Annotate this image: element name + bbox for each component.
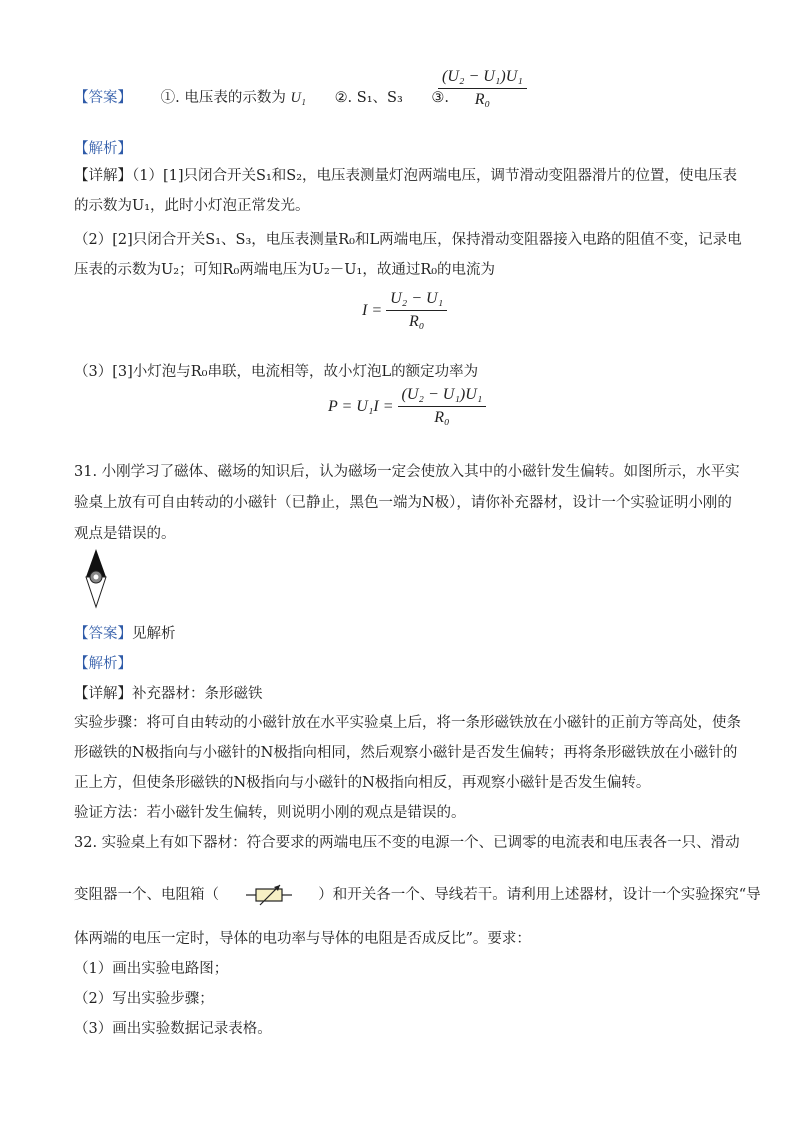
formula-power-numerator: (U₂ − U₁)U₁ xyxy=(398,386,487,407)
formula-power-lhs: P = U₁I = xyxy=(328,397,394,415)
question-31-line-3: 观点是错误的。 xyxy=(74,526,176,542)
answer-3-numerator: (U₂ − U₁)U₁ xyxy=(438,68,527,89)
question-32-line-2b: ）和开关各一个、导线若干。请利用上述器材，设计一个实验探究“导 xyxy=(318,887,761,903)
answer-line-30 xyxy=(74,86,449,107)
detail-text: 补充器材：条形磁铁 xyxy=(132,686,263,702)
answer-2: ②. S₁、S₃ xyxy=(334,90,403,106)
detail-30-line-5: （3）[3]小灯泡与R₀串联，电流相等，故小灯泡L的额定功率为 xyxy=(74,364,479,380)
formula-power xyxy=(328,386,486,427)
detail-31-line-2: 实验步骤：将可自由转动的小磁针放在水平实验桌上后，将一条形磁铁放在小磁针的正前方等高处，使条 xyxy=(74,715,741,731)
question-31-line-1: 31. 小刚学习了磁体、磁场的知识后，认为磁场一定会使放入其中的小磁针发生偏转。如图所示，水平实 xyxy=(74,464,740,480)
formula-current-numerator: U₂ − U₁ xyxy=(386,290,447,311)
detail-tag: 【详解】 xyxy=(74,168,132,184)
answer-tag: 【答案】 xyxy=(74,90,132,106)
formula-power-denominator: R₀ xyxy=(434,409,450,426)
analysis-tag-31: 【解析】 xyxy=(74,656,132,672)
detail-31-line-3: 形磁铁的N极指向与小磁针的N极指向相同，然后观察小磁针是否发生偏转；再将条形磁铁放在小磁针的 xyxy=(74,745,738,761)
answer-line-31 xyxy=(74,622,176,643)
detail-30-line-3: （2）[2]只闭合开关S₁、S₃，电压表测量R₀和L两端电压，保持滑动变阻器接入电路的阻值不变，记录电 xyxy=(74,232,742,248)
answer-1-symbol: U₁ xyxy=(290,90,306,106)
detail-31-line-1 xyxy=(74,682,263,703)
question-32-line-2 xyxy=(74,883,761,906)
detail-30-line-4: 压表的示数为U₂；可知R₀两端电压为U₂－U₁，故通过R₀的电流为 xyxy=(74,262,496,278)
answer-3-prefix: ③. xyxy=(431,90,449,106)
analysis-tag-30: 【解析】 xyxy=(74,141,132,157)
resistance-box-icon xyxy=(246,884,292,906)
formula-current xyxy=(362,290,447,331)
formula-current-lhs: I = xyxy=(362,301,383,319)
detail-tag: 【详解】 xyxy=(74,686,132,702)
answer-tag: 【答案】 xyxy=(74,626,132,642)
answer-3-denominator: R₀ xyxy=(474,91,491,108)
question-32-line-1: 32. 实验桌上有如下器材：符合要求的两端电压不变的电源一个、已调零的电流表和电压表各一只、滑动 xyxy=(74,835,740,851)
question-32-line-3: 体两端的电压一定时，导体的电功率与导体的电阻是否成反比”。要求： xyxy=(74,931,531,947)
detail-30-line-1 xyxy=(74,164,737,185)
compass-needle-icon xyxy=(82,547,110,611)
requirement-3: （3）画出实验数据记录表格。 xyxy=(74,1021,272,1037)
answer-text: 见解析 xyxy=(132,626,176,642)
question-31-line-2: 验桌上放有可自由转动的小磁针（已静止，黑色一端为N极），请你补充器材，设计一个实验证明小刚的 xyxy=(74,495,732,511)
detail-text: （1）[1]只闭合开关S₁和S₂，电压表测量灯泡两端电压，调节滑动变阻器滑片的位置，使电压表 xyxy=(132,168,738,184)
detail-31-line-4: 正上方，但使条形磁铁的N极指向与小磁针的N极指向相反，再观察小磁针是否发生偏转。 xyxy=(74,775,651,791)
answer-1: ①. 电压表的示数为 xyxy=(160,90,286,106)
detail-31-line-5: 验证方法：若小磁针发生偏转，则说明小刚的观点是错误的。 xyxy=(74,805,466,821)
requirement-2: （2）写出实验步骤； xyxy=(74,991,214,1007)
requirement-1: （1）画出实验电路图； xyxy=(74,961,229,977)
formula-current-denominator: R₀ xyxy=(408,313,425,330)
answer-3-formula xyxy=(434,68,527,109)
question-32-line-2a: 变阻器一个、电阻箱（ xyxy=(74,887,219,903)
detail-30-line-2: 的示数为U₁，此时小灯泡正常发光。 xyxy=(74,198,310,214)
